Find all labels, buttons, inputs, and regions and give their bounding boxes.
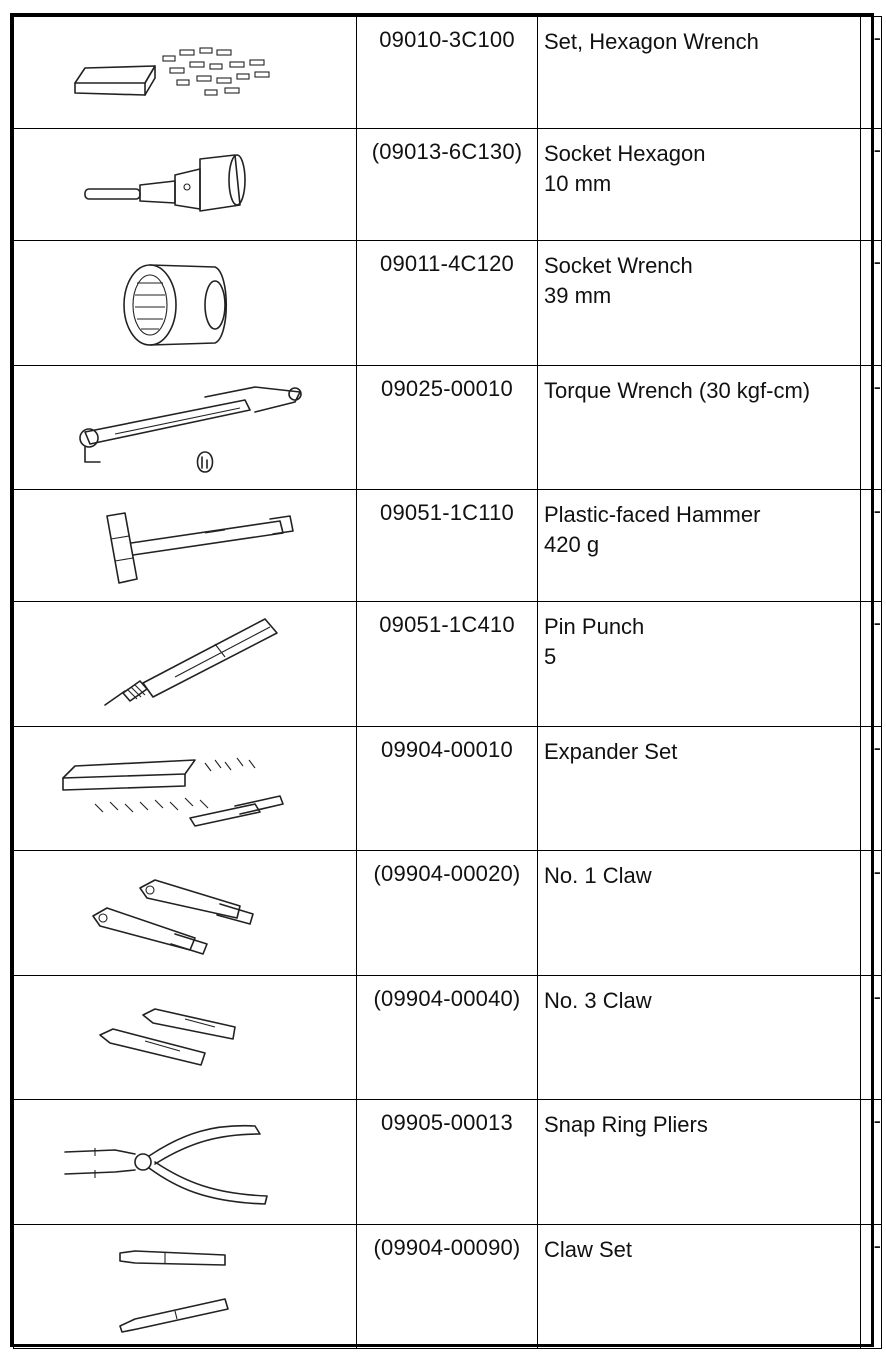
tool-name: Torque Wrench (30 kgf-cm) <box>544 377 811 403</box>
tool-name: Plastic-faced Hammer <box>544 502 761 527</box>
tool-name-cell <box>538 602 861 727</box>
tool-name: Socket Wrench <box>544 253 693 278</box>
torque-wrench-icon <box>55 372 315 482</box>
part-number: 09010-3C100 <box>357 17 538 129</box>
part-number: (09904-00020) <box>357 851 538 976</box>
claw-no3-icon <box>65 997 305 1077</box>
part-number: (09013-6C130) <box>357 129 538 241</box>
tool-illustration-cell <box>14 726 357 851</box>
hexagon-wrench-set-icon <box>65 38 305 108</box>
tool-name: Snap Ring Pliers <box>544 1112 708 1137</box>
tool-name: No. 1 Claw <box>544 863 652 888</box>
tool-name: Set, Hexagon Wrench <box>544 29 759 54</box>
tool-name-cell <box>538 726 861 851</box>
tool-name-cell <box>538 129 861 241</box>
remark: - <box>861 365 882 490</box>
tool-illustration-cell <box>14 975 357 1100</box>
remark: - <box>861 17 882 129</box>
part-number: 09051-1C410 <box>357 602 538 727</box>
part-number: 09051-1C110 <box>357 490 538 602</box>
remark: - <box>861 726 882 851</box>
table-row <box>14 851 882 976</box>
remark: - <box>861 602 882 727</box>
tool-spec: 420 g <box>544 532 600 557</box>
remark: - <box>861 1224 882 1349</box>
remark: - <box>861 1100 882 1225</box>
tool-name-cell <box>538 975 861 1100</box>
tools-grid <box>13 16 882 1349</box>
table-row <box>14 241 882 366</box>
snap-ring-pliers-icon <box>55 1112 315 1212</box>
remark: - <box>861 490 882 602</box>
tool-illustration-cell <box>14 851 357 976</box>
table-row <box>14 1224 882 1349</box>
tool-illustration-cell <box>14 241 357 366</box>
part-number: (09904-00090) <box>357 1224 538 1349</box>
tool-name-cell <box>538 490 861 602</box>
tool-illustration-cell <box>14 602 357 727</box>
expander-set-icon <box>55 738 315 838</box>
tool-illustration-cell <box>14 1224 357 1349</box>
tool-name-cell <box>538 17 861 129</box>
tool-name: Claw Set <box>544 1236 633 1262</box>
table-row <box>14 602 882 727</box>
part-number: 09011-4C120 <box>357 241 538 366</box>
tool-name-cell <box>538 1224 861 1349</box>
tool-spec: 39 mm <box>544 283 612 308</box>
part-number: 09025-00010 <box>357 365 538 490</box>
tool-spec: 10 mm <box>544 171 612 196</box>
tool-name: Expander Set <box>544 738 678 764</box>
table-row <box>14 129 882 241</box>
tool-name-cell <box>538 365 861 490</box>
table-row <box>14 365 882 490</box>
claw-set-icon <box>65 1231 305 1341</box>
socket-hexagon-icon <box>65 145 305 225</box>
tool-name: No. 3 Claw <box>544 987 652 1013</box>
hammer-icon <box>65 501 305 591</box>
tool-illustration-cell <box>14 129 357 241</box>
tool-illustration-cell <box>14 365 357 490</box>
tool-name-cell <box>538 851 861 976</box>
tool-illustration-cell <box>14 17 357 129</box>
tool-name: Pin Punch <box>544 614 645 639</box>
part-number: 09904-00010 <box>357 726 538 851</box>
tool-spec: 5 <box>544 644 557 669</box>
tool-illustration-cell <box>14 1100 357 1225</box>
pin-punch-icon <box>65 609 305 719</box>
table-row <box>14 490 882 602</box>
remark: - <box>861 851 882 976</box>
table-row <box>14 726 882 851</box>
table-row <box>14 975 882 1100</box>
tool-name-cell <box>538 241 861 366</box>
part-number: 09905-00013 <box>357 1100 538 1225</box>
tool-name-cell <box>538 1100 861 1225</box>
claw-no1-icon <box>65 868 305 958</box>
special-tools-table <box>10 13 881 1347</box>
table-row <box>14 17 882 129</box>
tool-name: Socket Hexagon <box>544 141 706 166</box>
remark: - <box>861 241 882 366</box>
part-number: (09904-00040) <box>357 975 538 1100</box>
remark: - <box>861 975 882 1100</box>
table-row <box>14 1100 882 1225</box>
socket-wrench-icon <box>65 253 305 353</box>
tool-illustration-cell <box>14 490 357 602</box>
remark: - <box>861 129 882 241</box>
